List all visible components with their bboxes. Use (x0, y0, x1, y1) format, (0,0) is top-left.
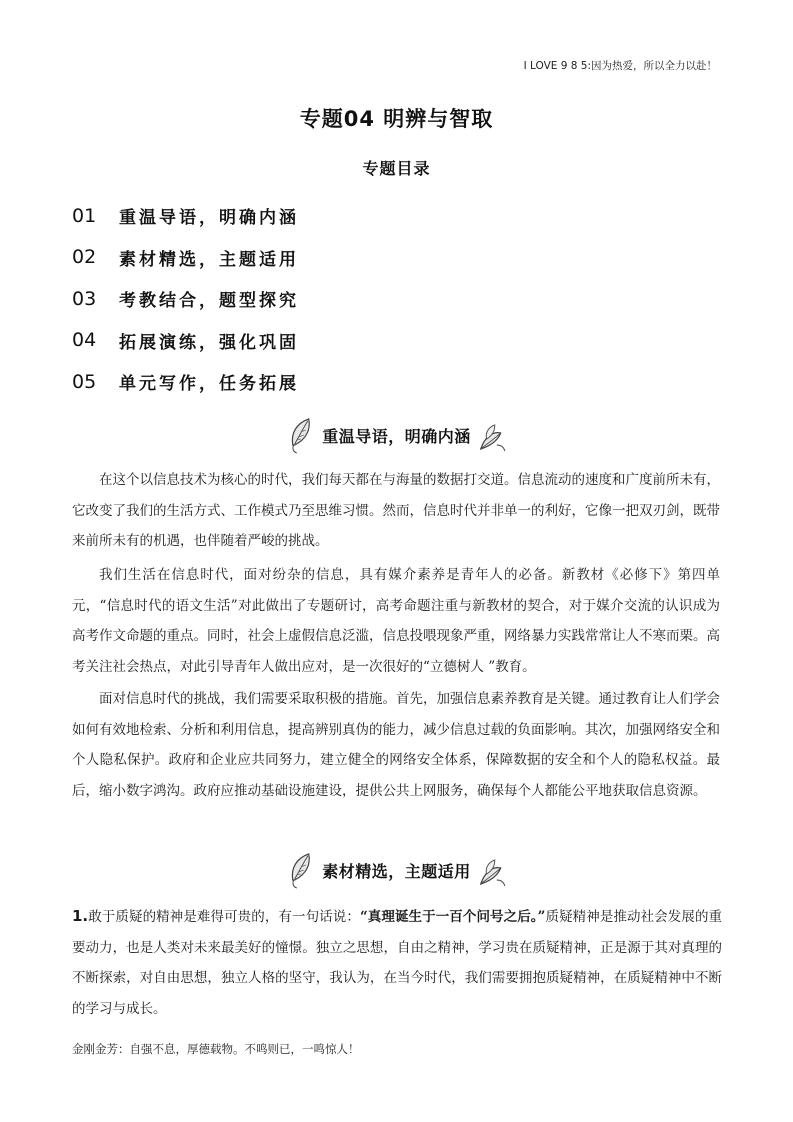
material-number: 1. (72, 907, 89, 925)
footer-note: 金刚金芳：自强不息，厚德载物。不鸣则已，一鸣惊人！ (72, 1042, 360, 1056)
toc-item-label: 拓展演练，强化巩固 (119, 332, 299, 353)
toc-item (72, 195, 299, 237)
toc-item-label: 素材精选，主题适用 (119, 249, 299, 270)
toc-item (72, 237, 299, 279)
toc-item-number: 02 (72, 246, 97, 269)
material-quote: “真理诞生于一百个问号之后。” (359, 909, 546, 925)
toc-item-number: 01 (72, 204, 97, 227)
toc-item-label: 单元写作，任务拓展 (119, 374, 299, 395)
material-item-1 (72, 901, 722, 1024)
section-banner-title: 重温导语，明确内涵 (322, 426, 471, 446)
material-lead: 敢于质疑的精神是难得可贵的，有一句话说： (88, 909, 360, 925)
section-banner-materials (0, 848, 793, 892)
material-body: 质疑精神是推动社会发展的重要动力，也是人类对未来最美好的憧憬。独立之思想，自由之精神，学习贵在质疑精神，正是源于其对真理的不断探索，对自由思想，独立人格的坚守，我认为，在当今时代，我们需要拥抱质疑精神，在质疑精神中不断的学习与成长。 (72, 909, 723, 1017)
section-banner-intro (0, 413, 793, 457)
section-banner-title: 素材精选，主题适用 (322, 861, 471, 881)
leaf-ornament-icon (477, 415, 507, 455)
leaf-ornament-icon (286, 415, 316, 455)
toc-item (72, 278, 299, 320)
table-of-contents (72, 195, 299, 403)
toc-item-number: 05 (72, 370, 97, 393)
toc-item-label: 重温导语，明确内涵 (119, 208, 299, 229)
toc-item-number: 04 (72, 329, 97, 352)
intro-paragraph-3: 面对信息时代的挑战，我们需要采取积极的措施。首先，加强信息素养教育是关键。通过教育让人们学会如何有效地检索、分析和利用信息，提高辨别真伪的能力，减少信息过载的负面影响。其次，加强网络安全和个人隐私保护。政府和企业应共同努力，建立健全的网络安全体系，保障数据的安全和个人的隐私权益。最后，缩小数字鸿沟。政府应推动基础设施建设，提供公共上网服务，确保每个人都能公平地获取信息资源。 (72, 691, 720, 799)
intro-paragraph-2: 我们生活在信息时代，面对纷杂的信息，具有媒介素养是青年人的必备。新教材《必修下》第四单元，“信息时代的语文生活”对此做出了专题研讨，高考命题注重与新教材的契合，对于媒介交流的认识成为高考作文命题的重点。同时，社会上虚假信息泛滥，信息投喂现象严重，网络暴力实践常常让人不寒而栗。高考关注社会热点，对此引导青年人做出应对，是一次很好的“立德树人 ”教育。 (72, 567, 720, 675)
page-title: 专题04 明辨与智取 (299, 107, 494, 131)
intro-paragraph-1: 在这个以信息技术为核心的时代，我们每天都在与海量的数据打交道。信息流动的速度和广度前所未有，它改变了我们的生活方式、工作模式乃至思维习惯。然而，信息时代并非单一的利好，它像一把双刃剑，既带来前所未有的机遇，也伴随着严峻的挑战。 (72, 472, 720, 549)
header-note: I LOVE 9 8 5:因为热爱，所以全力以赴！ (523, 60, 717, 72)
toc-item-number: 03 (72, 287, 97, 310)
toc-item (72, 361, 299, 403)
toc-item (72, 320, 299, 362)
leaf-ornament-icon (477, 850, 507, 890)
toc-item-label: 考教结合，题型探究 (119, 291, 299, 312)
toc-heading: 专题目录 (362, 159, 431, 178)
leaf-ornament-icon (286, 850, 316, 890)
